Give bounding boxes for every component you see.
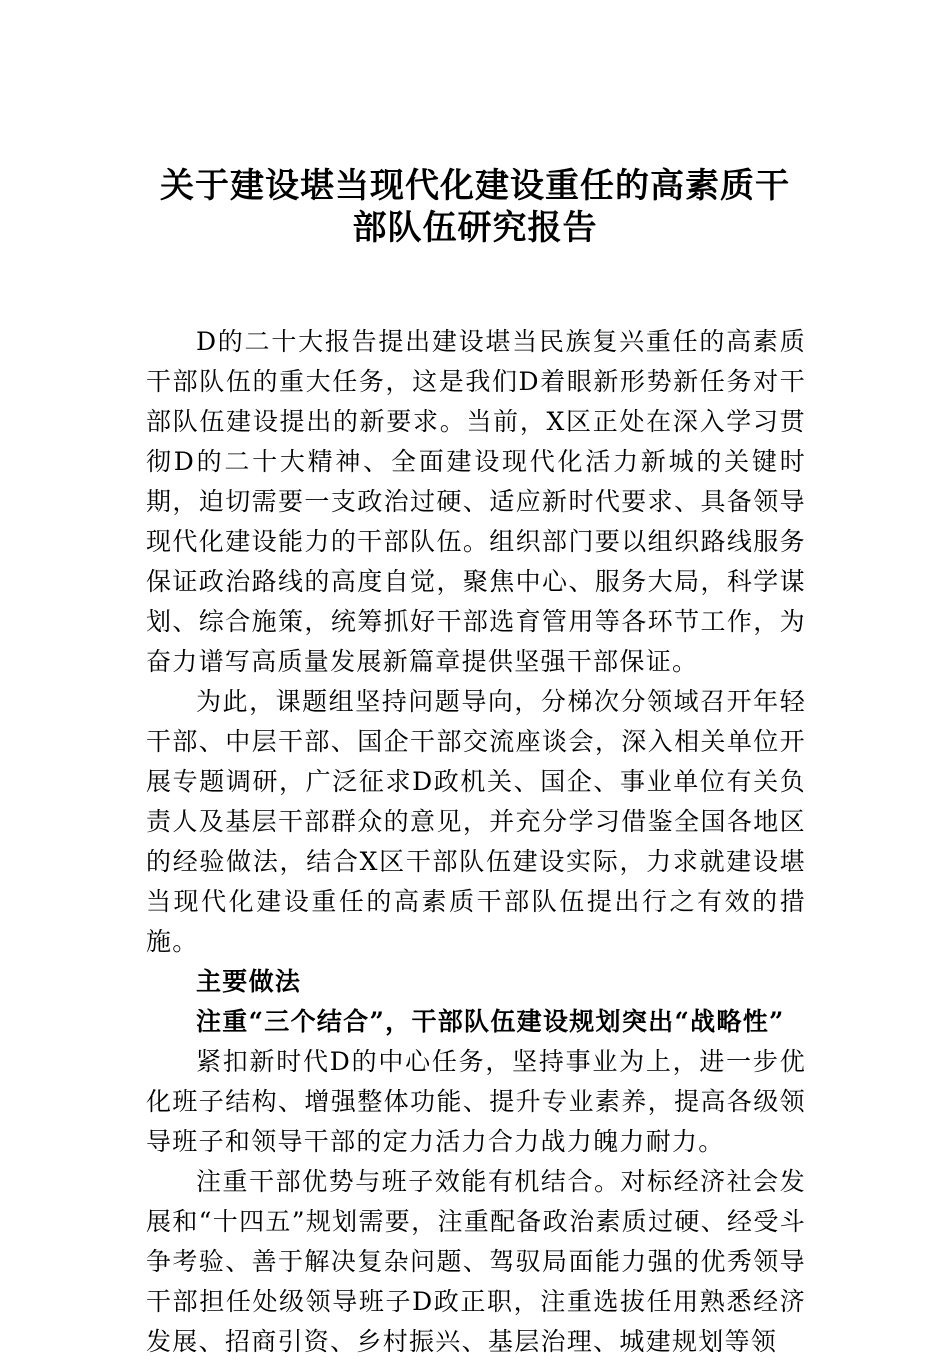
subsection-heading-three-combinations: 注重“三个结合”，干部队伍建设规划突出“战略性” xyxy=(196,1007,785,1036)
paragraph-research-method: 为此，课题组坚持问题导向，分梯次分领域召开年轻干部、中层干部、国企干部交流座谈会，深入相关单位开展专题调研，广泛征求D政机关、国企、事业单位有关负责人及基层干部群众的意见，并充分学习借鉴全国各地区的经验做法，结合X区干部队伍建设实际，力求就建设堪当现代化建设重任的高素质干部队伍提出行之有效的措施。 xyxy=(146,687,806,956)
document-title-line-1: 关于建设堪当现代化建设重任的高素质干 xyxy=(160,166,790,206)
paragraph-central-task: 紧扣新时代D的中心任务，坚持事业为上，进一步优化班子结构、增强整体功能、提升专业素养，提高各级领导班子和领导干部的定力活力合力战力魄力耐力。 xyxy=(146,1047,806,1156)
document-title-line-2: 部队伍研究报告 xyxy=(352,208,598,248)
paragraph-cadre-advantage: 注重干部优势与班子效能有机结合。对标经济社会发展和“十四五”规划需要，注重配备政治素质过硬、经受斗争考验、善于解决复杂问题、驾驭局面能力强的优秀领导干部担任处级领导班子D政正职，注重选拔任用熟悉经济发展、招商引资、乡村振兴、基层治理、城建规划等领 xyxy=(146,1167,806,1356)
section-heading-main-practices: 主要做法 xyxy=(196,967,302,996)
paragraph-intro: D的二十大报告提出建设堪当民族复兴重任的高素质干部队伍的重大任务，这是我们D着眼新形势新任务对干部队伍建设提出的新要求。当前，X区正处在深入学习贯彻D的二十大精神、全面建设现代化活力新城的关键时期，迫切需要一支政治过硬、适应新时代要求、具备领导现代化建设能力的干部队伍。组织部门要以组织路线服务保证政治路线的高度自觉，聚焦中心、服务大局，科学谋划、综合施策，统筹抓好干部选育管用等各环节工作，为奋力谱写高质量发展新篇章提供坚强干部保证。 xyxy=(146,327,806,676)
document-body xyxy=(146,322,806,1362)
